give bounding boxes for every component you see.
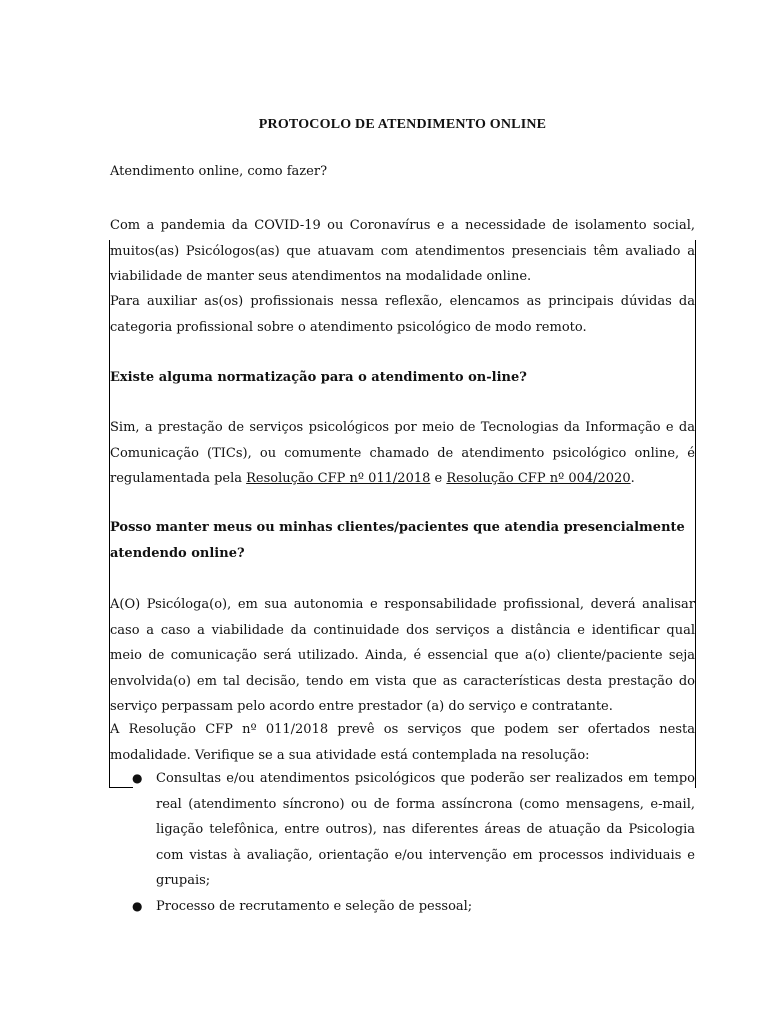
frame-right-border	[695, 240, 696, 788]
answer-1-mid: e	[430, 471, 447, 486]
answer-2-paragraph-2: A Resolução CFP nº 011/2018 prevê os serviços que podem ser ofertados nesta modalidade. Verifique se a sua atividade está contemplada na resolução:	[110, 722, 695, 763]
answer-1-end: .	[630, 471, 635, 486]
list-item-text: Consultas e/ou atendimentos psicológicos que poderão ser realizados em tempo real (atendimento síncrono) ou de forma assíncrona (como mensagens, e-mail, ligação telefônica, entre outros), nas diferentes áreas de atuação da Psicologia com vistas à avaliação, orientação e/ou intervenção em processos individuais e grupais;	[156, 771, 695, 888]
resolution-2020-link[interactable]: Resolução CFP nº 004/2020	[446, 471, 631, 486]
answer-1	[110, 415, 695, 492]
resolution-2018-link[interactable]: Resolução CFP nº 011/2018	[246, 471, 431, 486]
list-item	[110, 766, 695, 894]
question-2: Posso manter meus ou minhas clientes/pacientes que atendia presencialmente atendendo online?	[110, 520, 685, 561]
answer-2-paragraph-1: A(O) Psicóloga(o), em sua autonomia e responsabilidade profissional, deverá analisar caso a caso a viabilidade da continuidade dos serviços a distância e identificar qual meio de comunicação será utilizado. Ainda, é essencial que a(o) cliente/paciente seja envolvida(o) em tal decisão, tendo em vista que as características desta prestação do serviço perpassam pelo acordo entre prestador (a) do serviço e contratante.	[110, 597, 695, 714]
document-subtitle: Atendimento online, como fazer?	[110, 164, 328, 179]
list-item	[110, 894, 695, 920]
list-item-text: Processo de recrutamento e seleção de pessoal;	[156, 898, 473, 914]
answer-1-text: Sim, a prestação de serviços psicológicos por meio de Tecnologias da Informação e da Comunicação (TICs), ou comumente chamado de atendimento psicológico online, é regulamentada pela	[110, 420, 695, 486]
intro-paragraph-2: Para auxiliar as(os) profissionais nessa reflexão, elencamos as principais dúvidas da categoria profissional sobre o atendimento psicológico de modo remoto.	[110, 294, 695, 335]
document-title: PROTOCOLO DE ATENDIMENTO ONLINE	[258, 117, 547, 132]
bullet-icon: ●	[132, 898, 143, 913]
intro-paragraph-1: Com a pandemia da COVID-19 ou Coronavírus e a necessidade de isolamento social, muitos(as) Psicólogos(as) que atuavam com atendimentos presenciais têm avaliado a viabilidade de manter seus atendimentos na modalidade online.	[110, 218, 695, 284]
bullet-icon: ●	[132, 771, 143, 785]
services-list	[110, 766, 695, 919]
question-1: Existe alguma normatização para o atendimento on-line?	[110, 370, 527, 385]
